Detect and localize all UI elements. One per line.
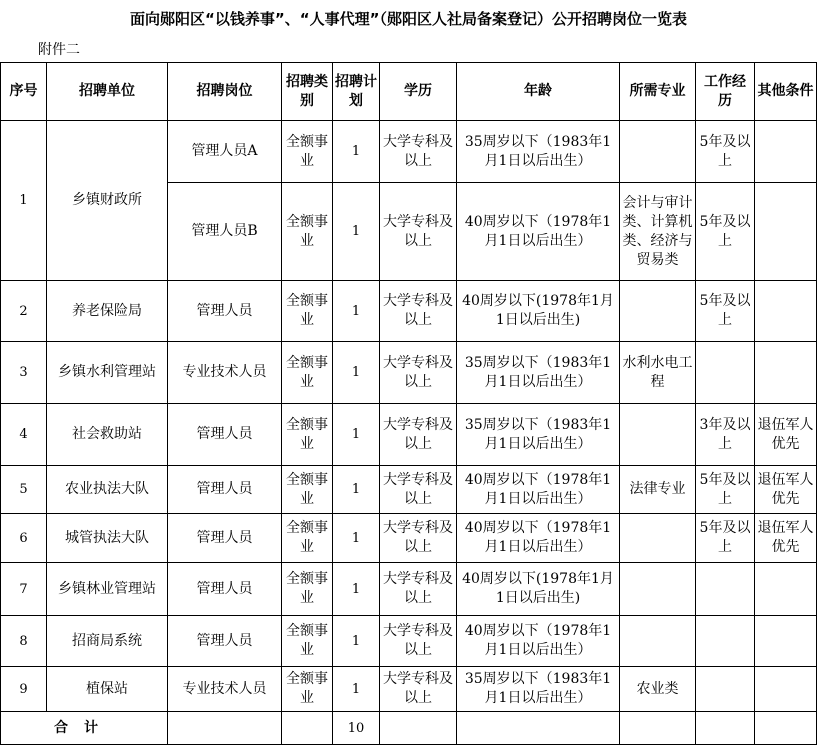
post-cell: 管理人员 xyxy=(168,616,282,667)
type-cell: 全额事业 xyxy=(282,514,333,563)
table-row xyxy=(1,342,817,404)
other-cell xyxy=(755,281,817,342)
plan-cell: 1 xyxy=(333,342,380,404)
type-cell: 全额事业 xyxy=(282,404,333,466)
unit-cell: 乡镇林业管理站 xyxy=(47,563,168,616)
exp-cell: 5年及以上 xyxy=(696,514,755,563)
post-cell: 管理人员 xyxy=(168,466,282,514)
header-cell: 年龄 xyxy=(457,63,620,121)
age-cell: 35周岁以下（1983年1月1日以后出生） xyxy=(457,404,620,466)
other-cell: 退伍军人优先 xyxy=(755,514,817,563)
table-row xyxy=(1,667,817,712)
age-cell: 40周岁以下(1978年1月1日以后出生) xyxy=(457,281,620,342)
header-cell: 所需专业 xyxy=(620,63,696,121)
header-cell: 招聘单位 xyxy=(47,63,168,121)
exp-cell: 5年及以上 xyxy=(696,183,755,281)
major-cell: 会计与审计类、计算机类、经济与贸易类 xyxy=(620,183,696,281)
table-row xyxy=(1,466,817,514)
age-cell: 35周岁以下（1983年1月1日以后出生） xyxy=(457,121,620,183)
row-number: 7 xyxy=(1,563,47,616)
post-cell: 管理人员B xyxy=(168,183,282,281)
post-cell: 管理人员 xyxy=(168,514,282,563)
header-cell: 招聘岗位 xyxy=(168,63,282,121)
empty-cell xyxy=(168,712,282,745)
edu-cell: 大学专科及以上 xyxy=(380,183,457,281)
unit-cell: 招商局系统 xyxy=(47,616,168,667)
type-cell: 全额事业 xyxy=(282,183,333,281)
type-cell: 全额事业 xyxy=(282,281,333,342)
table-row xyxy=(1,514,817,563)
other-cell xyxy=(755,563,817,616)
table-row xyxy=(1,121,817,183)
plan-cell: 1 xyxy=(333,667,380,712)
table-row xyxy=(1,616,817,667)
unit-cell: 乡镇水利管理站 xyxy=(47,342,168,404)
other-cell xyxy=(755,183,817,281)
age-cell: 35周岁以下（1983年1月1日以后出生） xyxy=(457,342,620,404)
table-row xyxy=(1,281,817,342)
unit-cell: 社会救助站 xyxy=(47,404,168,466)
major-cell xyxy=(620,616,696,667)
header-cell: 招聘计划 xyxy=(333,63,380,121)
major-cell: 法律专业 xyxy=(620,466,696,514)
post-cell: 专业技术人员 xyxy=(168,667,282,712)
other-cell xyxy=(755,342,817,404)
plan-cell: 1 xyxy=(333,404,380,466)
edu-cell: 大学专科及以上 xyxy=(380,616,457,667)
row-number: 8 xyxy=(1,616,47,667)
edu-cell: 大学专科及以上 xyxy=(380,404,457,466)
row-number: 6 xyxy=(1,514,47,563)
exp-cell xyxy=(696,616,755,667)
empty-cell xyxy=(620,712,696,745)
table-row xyxy=(1,404,817,466)
attachment-label: 附件二 xyxy=(38,42,80,58)
row-number: 3 xyxy=(1,342,47,404)
plan-cell: 1 xyxy=(333,563,380,616)
total-label: 合计 xyxy=(1,712,168,745)
major-cell xyxy=(620,404,696,466)
other-cell xyxy=(755,667,817,712)
exp-cell: 5年及以上 xyxy=(696,121,755,183)
other-cell xyxy=(755,616,817,667)
empty-cell xyxy=(457,712,620,745)
unit-cell: 城管执法大队 xyxy=(47,514,168,563)
post-cell: 管理人员 xyxy=(168,563,282,616)
unit-cell: 农业执法大队 xyxy=(47,466,168,514)
age-cell: 40周岁以下（1978年1月1日以后出生） xyxy=(457,183,620,281)
unit-cell: 养老保险局 xyxy=(47,281,168,342)
type-cell: 全额事业 xyxy=(282,342,333,404)
other-cell xyxy=(755,121,817,183)
header-cell: 招聘类别 xyxy=(282,63,333,121)
post-cell: 管理人员 xyxy=(168,281,282,342)
post-cell: 专业技术人员 xyxy=(168,342,282,404)
exp-cell xyxy=(696,667,755,712)
edu-cell: 大学专科及以上 xyxy=(380,466,457,514)
exp-cell: 5年及以上 xyxy=(696,281,755,342)
empty-cell xyxy=(755,712,817,745)
plan-cell: 1 xyxy=(333,281,380,342)
type-cell: 全额事业 xyxy=(282,563,333,616)
edu-cell: 大学专科及以上 xyxy=(380,667,457,712)
exp-cell xyxy=(696,563,755,616)
type-cell: 全额事业 xyxy=(282,616,333,667)
header-cell: 其他条件 xyxy=(755,63,817,121)
unit-cell: 乡镇财政所 xyxy=(47,121,168,281)
age-cell: 40周岁以下(1978年1月1日以后出生) xyxy=(457,563,620,616)
major-cell: 农业类 xyxy=(620,667,696,712)
other-cell: 退伍军人优先 xyxy=(755,466,817,514)
row-number: 4 xyxy=(1,404,47,466)
age-cell: 35周岁以下（1983年1月1日以后出生） xyxy=(457,667,620,712)
major-cell xyxy=(620,563,696,616)
edu-cell: 大学专科及以上 xyxy=(380,563,457,616)
empty-cell xyxy=(282,712,333,745)
type-cell: 全额事业 xyxy=(282,667,333,712)
edu-cell: 大学专科及以上 xyxy=(380,342,457,404)
major-cell xyxy=(620,121,696,183)
plan-cell: 1 xyxy=(333,466,380,514)
unit-cell: 植保站 xyxy=(47,667,168,712)
plan-cell: 1 xyxy=(333,514,380,563)
post-cell: 管理人员A xyxy=(168,121,282,183)
age-cell: 40周岁以下（1978年1月1日以后出生） xyxy=(457,514,620,563)
major-cell xyxy=(620,514,696,563)
row-number: 9 xyxy=(1,667,47,712)
header-row xyxy=(1,63,817,121)
exp-cell xyxy=(696,342,755,404)
exp-cell: 5年及以上 xyxy=(696,466,755,514)
empty-cell xyxy=(696,712,755,745)
edu-cell: 大学专科及以上 xyxy=(380,121,457,183)
recruitment-table xyxy=(0,62,817,745)
major-cell: 水利水电工程 xyxy=(620,342,696,404)
edu-cell: 大学专科及以上 xyxy=(380,514,457,563)
header-cell: 工作经历 xyxy=(696,63,755,121)
table-row xyxy=(1,563,817,616)
total-plan: 10 xyxy=(333,712,380,745)
document-title: 面向郧阳区“以钱养事”、“人事代理”（郧阳区人社局备案登记）公开招聘岗位一览表 xyxy=(130,10,687,28)
plan-cell: 1 xyxy=(333,183,380,281)
age-cell: 40周岁以下（1978年1月1日以后出生） xyxy=(457,466,620,514)
type-cell: 全额事业 xyxy=(282,121,333,183)
plan-cell: 1 xyxy=(333,121,380,183)
empty-cell xyxy=(380,712,457,745)
exp-cell: 3年及以上 xyxy=(696,404,755,466)
row-number: 2 xyxy=(1,281,47,342)
edu-cell: 大学专科及以上 xyxy=(380,281,457,342)
major-cell xyxy=(620,281,696,342)
type-cell: 全额事业 xyxy=(282,466,333,514)
age-cell: 40周岁以下（1978年1月1日以后出生） xyxy=(457,616,620,667)
plan-cell: 1 xyxy=(333,616,380,667)
header-cell: 序号 xyxy=(1,63,47,121)
row-number: 1 xyxy=(1,121,47,281)
row-number: 5 xyxy=(1,466,47,514)
header-cell: 学历 xyxy=(380,63,457,121)
post-cell: 管理人员 xyxy=(168,404,282,466)
other-cell: 退伍军人优先 xyxy=(755,404,817,466)
total-row xyxy=(1,712,817,745)
